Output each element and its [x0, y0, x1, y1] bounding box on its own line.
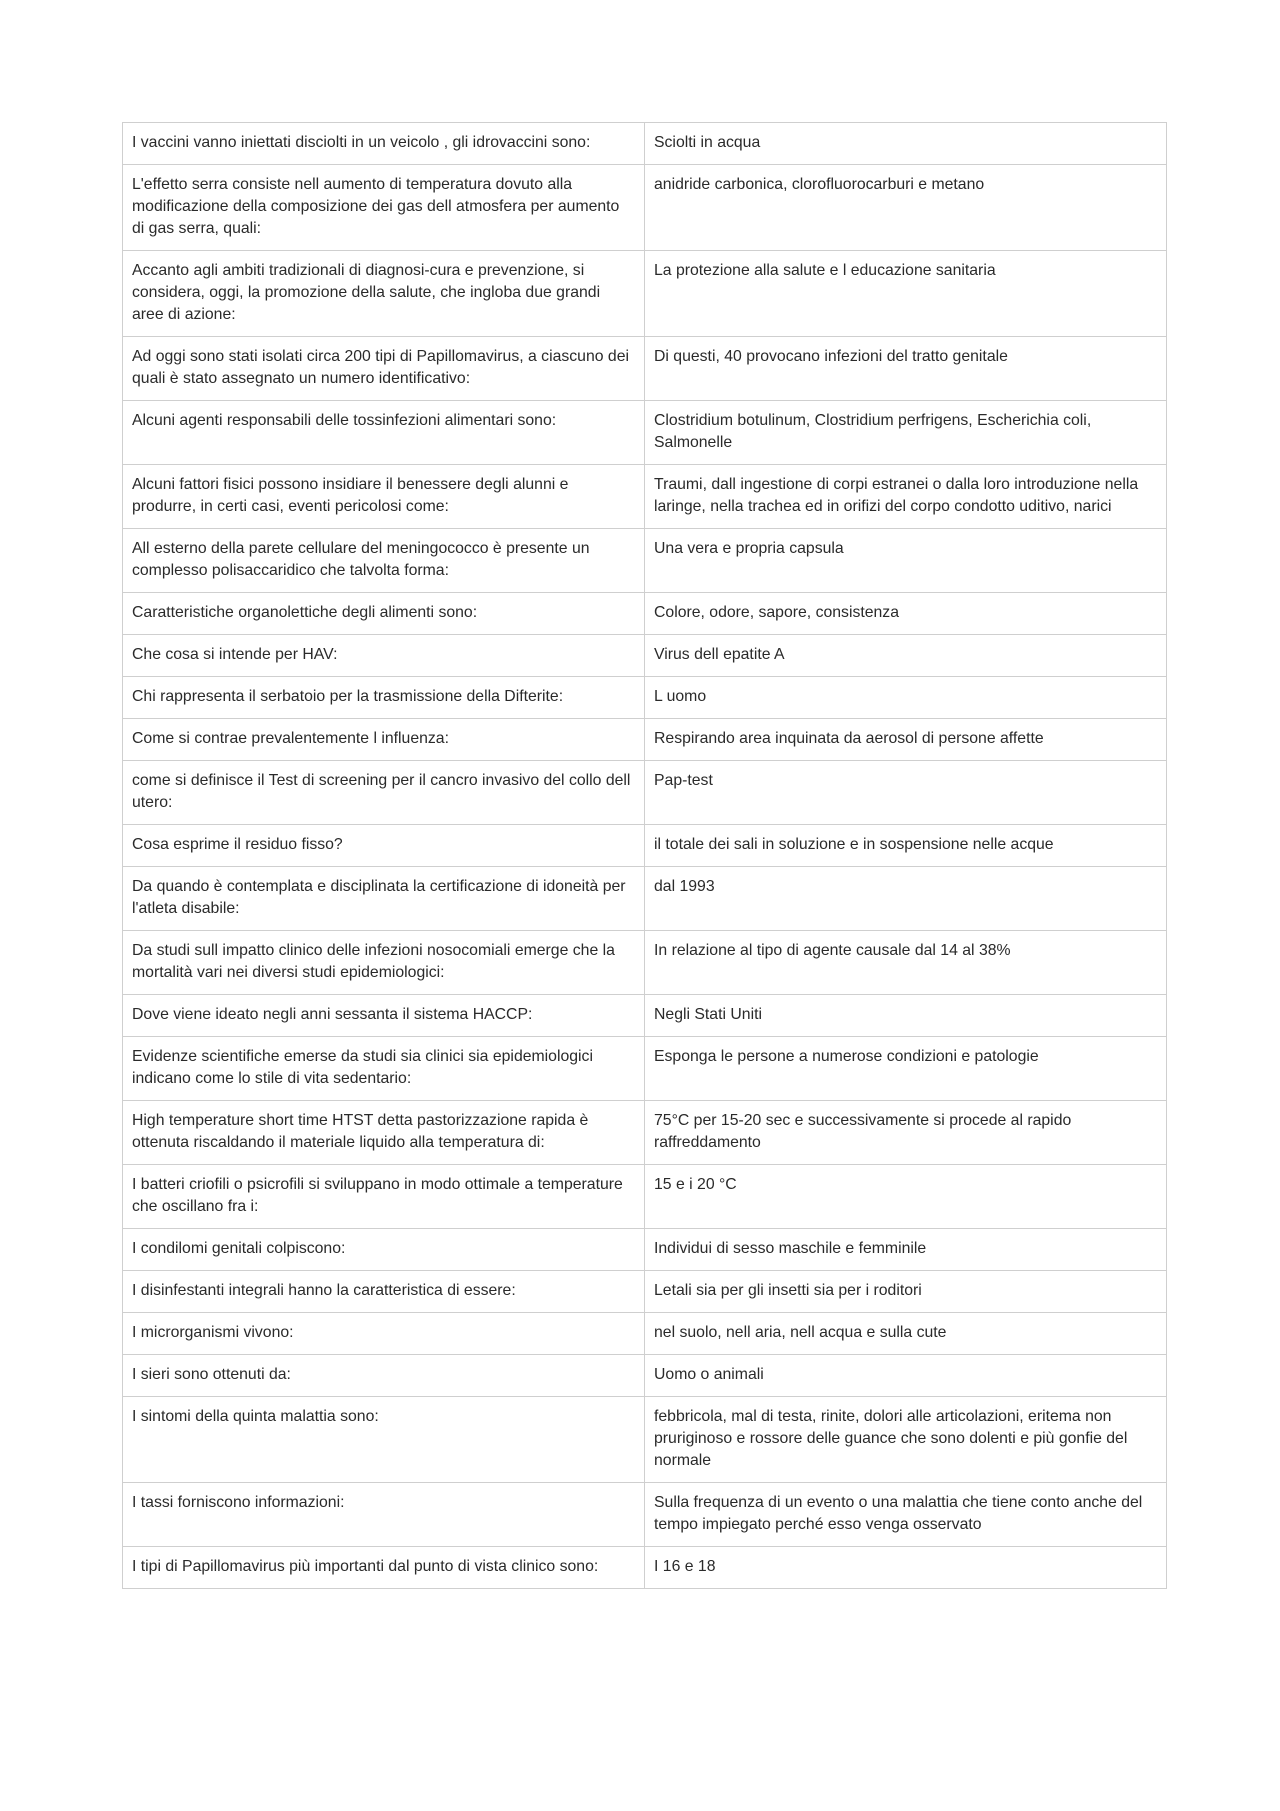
- table-row: [123, 1037, 1167, 1101]
- answer-cell: Letali sia per gli insetti sia per i roditori: [645, 1271, 1167, 1313]
- table-row: [123, 1397, 1167, 1483]
- question-cell: I batteri criofili o psicrofili si sviluppano in modo ottimale a temperature che oscillano fra i:: [123, 1165, 645, 1229]
- answer-cell: il totale dei sali in soluzione e in sospensione nelle acque: [645, 825, 1167, 867]
- question-cell: L'effetto serra consiste nell aumento di temperatura dovuto alla modificazione della composizione dei gas dell atmosfera per aumento di gas serra, quali:: [123, 165, 645, 251]
- answer-cell: Respirando area inquinata da aerosol di persone affette: [645, 719, 1167, 761]
- question-cell: I sintomi della quinta malattia sono:: [123, 1397, 645, 1483]
- question-cell: I microrganismi vivono:: [123, 1313, 645, 1355]
- question-cell: I tipi di Papillomavirus più importanti dal punto di vista clinico sono:: [123, 1547, 645, 1589]
- answer-cell: febbricola, mal di testa, rinite, dolori alle articolazioni, eritema non pruriginoso e rossore delle guance che sono dolenti e più gonfie del normale: [645, 1397, 1167, 1483]
- answer-cell: 15 e i 20 °C: [645, 1165, 1167, 1229]
- question-cell: Evidenze scientifiche emerse da studi sia clinici sia epidemiologici indicano come lo stile di vita sedentario:: [123, 1037, 645, 1101]
- question-cell: All esterno della parete cellulare del meningococco è presente un complesso polisaccaridico che talvolta forma:: [123, 529, 645, 593]
- question-cell: Alcuni fattori fisici possono insidiare il benessere degli alunni e produrre, in certi casi, eventi pericolosi come:: [123, 465, 645, 529]
- table-row: [123, 251, 1167, 337]
- answer-cell: Negli Stati Uniti: [645, 995, 1167, 1037]
- table-row: [123, 529, 1167, 593]
- answer-cell: Colore, odore, sapore, consistenza: [645, 593, 1167, 635]
- table-row: [123, 1165, 1167, 1229]
- table-row: [123, 1547, 1167, 1589]
- table-row: [123, 867, 1167, 931]
- question-cell: Cosa esprime il residuo fisso?: [123, 825, 645, 867]
- table-row: [123, 465, 1167, 529]
- question-cell: Chi rappresenta il serbatoio per la trasmissione della Difterite:: [123, 677, 645, 719]
- answer-cell: nel suolo, nell aria, nell acqua e sulla cute: [645, 1313, 1167, 1355]
- table-row: [123, 1101, 1167, 1165]
- table-row: [123, 337, 1167, 401]
- question-cell: Da studi sull impatto clinico delle infezioni nosocomiali emerge che la mortalità vari nei diversi studi epidemiologici:: [123, 931, 645, 995]
- question-cell: I condilomi genitali colpiscono:: [123, 1229, 645, 1271]
- table-row: [123, 165, 1167, 251]
- answer-cell: Sulla frequenza di un evento o una malattia che tiene conto anche del tempo impiegato perché esso venga osservato: [645, 1483, 1167, 1547]
- question-cell: Che cosa si intende per HAV:: [123, 635, 645, 677]
- qa-table: [122, 122, 1167, 1589]
- answer-cell: Traumi, dall ingestione di corpi estranei o dalla loro introduzione nella laringe, nella trachea ed in orifizi del corpo condotto uditivo, narici: [645, 465, 1167, 529]
- question-cell: Accanto agli ambiti tradizionali di diagnosi-cura e prevenzione, si considera, oggi, la promozione della salute, che ingloba due grandi aree di azione:: [123, 251, 645, 337]
- answer-cell: Una vera e propria capsula: [645, 529, 1167, 593]
- table-row: [123, 761, 1167, 825]
- answer-cell: Di questi, 40 provocano infezioni del tratto genitale: [645, 337, 1167, 401]
- answer-cell: dal 1993: [645, 867, 1167, 931]
- question-cell: I tassi forniscono informazioni:: [123, 1483, 645, 1547]
- question-cell: High temperature short time HTST detta pastorizzazione rapida è ottenuta riscaldando il materiale liquido alla temperatura di:: [123, 1101, 645, 1165]
- table-row: [123, 825, 1167, 867]
- table-row: [123, 931, 1167, 995]
- qa-table-body: [123, 123, 1167, 1589]
- table-row: [123, 593, 1167, 635]
- table-row: [123, 1229, 1167, 1271]
- answer-cell: Sciolti in acqua: [645, 123, 1167, 165]
- table-row: [123, 995, 1167, 1037]
- question-cell: I vaccini vanno iniettati disciolti in un veicolo , gli idrovaccini sono:: [123, 123, 645, 165]
- question-cell: I disinfestanti integrali hanno la caratteristica di essere:: [123, 1271, 645, 1313]
- question-cell: I sieri sono ottenuti da:: [123, 1355, 645, 1397]
- table-row: [123, 401, 1167, 465]
- table-row: [123, 123, 1167, 165]
- table-row: [123, 677, 1167, 719]
- answer-cell: La protezione alla salute e l educazione sanitaria: [645, 251, 1167, 337]
- question-cell: Alcuni agenti responsabili delle tossinfezioni alimentari sono:: [123, 401, 645, 465]
- table-row: [123, 1271, 1167, 1313]
- answer-cell: Pap-test: [645, 761, 1167, 825]
- table-row: [123, 1313, 1167, 1355]
- answer-cell: Esponga le persone a numerose condizioni e patologie: [645, 1037, 1167, 1101]
- answer-cell: Uomo o animali: [645, 1355, 1167, 1397]
- answer-cell: anidride carbonica, clorofluorocarburi e metano: [645, 165, 1167, 251]
- question-cell: Caratteristiche organolettiche degli alimenti sono:: [123, 593, 645, 635]
- table-row: [123, 635, 1167, 677]
- answer-cell: Individui di sesso maschile e femminile: [645, 1229, 1167, 1271]
- answer-cell: I 16 e 18: [645, 1547, 1167, 1589]
- table-row: [123, 719, 1167, 761]
- question-cell: come si definisce il Test di screening per il cancro invasivo del collo dell utero:: [123, 761, 645, 825]
- answer-cell: Clostridium botulinum, Clostridium perfrigens, Escherichia coli, Salmonelle: [645, 401, 1167, 465]
- answer-cell: Virus dell epatite A: [645, 635, 1167, 677]
- answer-cell: L uomo: [645, 677, 1167, 719]
- question-cell: Come si contrae prevalentemente l influenza:: [123, 719, 645, 761]
- answer-cell: In relazione al tipo di agente causale dal 14 al 38%: [645, 931, 1167, 995]
- answer-cell: 75°C per 15-20 sec e successivamente si procede al rapido raffreddamento: [645, 1101, 1167, 1165]
- question-cell: Dove viene ideato negli anni sessanta il sistema HACCP:: [123, 995, 645, 1037]
- question-cell: Da quando è contemplata e disciplinata la certificazione di idoneità per l'atleta disabile:: [123, 867, 645, 931]
- table-row: [123, 1355, 1167, 1397]
- question-cell: Ad oggi sono stati isolati circa 200 tipi di Papillomavirus, a ciascuno dei quali è stato assegnato un numero identificativo:: [123, 337, 645, 401]
- table-row: [123, 1483, 1167, 1547]
